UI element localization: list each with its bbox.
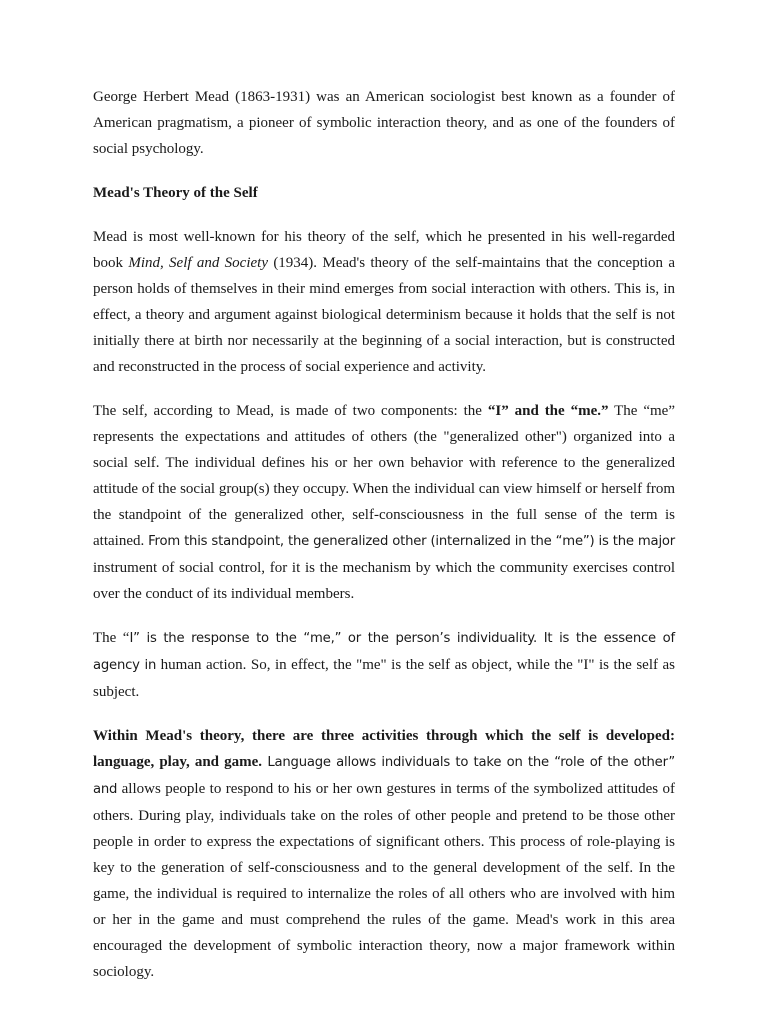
agency-start: The “ xyxy=(93,630,130,646)
activities-end: allows people to respond to his or her own gestures in terms of the symbolized attitudes of others. During play, individuals take on the roles of other people and pretend to be those other people in order to express the expectations of significant others. This process of role-playing is key to the generation of self-consciousness and to the general development of the self. In the game, the individual is required to internalize the roles of all others who are involved with him or her in the game and must comprehend the rules of the game. Mead's work in this area encouraged the development of symbolic interaction theory, now a major framework within sociology. xyxy=(93,781,675,980)
activities-sans-segment: Language allows individuals to take on the “role of the other” and xyxy=(93,755,675,797)
components-sans-segment: From this standpoint, the generalized other (internalized in the “me”) is the major xyxy=(148,534,675,549)
components-body: The “me” represents the expectations and attitudes of others (the "generalized other") organized into a social self. The individual defines his or her own behavior with reference to the generalized attitude of the social group(s) they occupy. When the individual can view himself or herself from the standpoint of the generalized other, self-consciousness in the full sense of the term is attained. xyxy=(93,403,675,549)
components-end: instrument of social control, for it is the mechanism by which the community exercises control over the conduct of its individual members. xyxy=(93,560,675,602)
theory-text-end: (1934). Mead's theory of the self-maintains that the conception a person holds of themselves in their mind emerges from social interaction with others. This is, in effect, a theory and argument against biological determinism because it holds that the self is not initially there at birth nor necessarily at the beginning of a social interaction, but is constructed and reconstructed in the process of social experience and activity. xyxy=(93,255,676,375)
section-heading: Mead's Theory of the Self xyxy=(93,185,258,201)
theory-text-start: Mead is most well-known for his theory of the self, which he presented in his well-regarded book xyxy=(93,229,675,271)
document-page xyxy=(93,84,675,1003)
components-bold: “I” and the “me.” xyxy=(487,403,609,419)
book-title: Mind, Self and Society xyxy=(128,255,268,271)
activities-paragraph xyxy=(93,723,675,985)
theory-paragraph xyxy=(93,224,675,380)
activities-bold: Within Mead's theory, there are three activities through which the self is developed: language, play, and game. xyxy=(93,728,675,770)
agency-paragraph xyxy=(93,625,675,705)
components-paragraph xyxy=(93,398,675,607)
components-intro: The self, according to Mead, is made of two components: the xyxy=(93,403,488,419)
agency-end: human action. So, in effect, the "me" is the self as object, while the "I" is the self as subject. xyxy=(93,657,675,700)
intro-paragraph: George Herbert Mead (1863-1931) was an American sociologist best known as a founder of American pragmatism, a pioneer of symbolic interaction theory, and as one of the founders of social psychology. xyxy=(93,89,675,157)
agency-sans-segment: I” is the response to the “me,” or the person’s individuality. It is the essence of agency in xyxy=(93,631,675,673)
